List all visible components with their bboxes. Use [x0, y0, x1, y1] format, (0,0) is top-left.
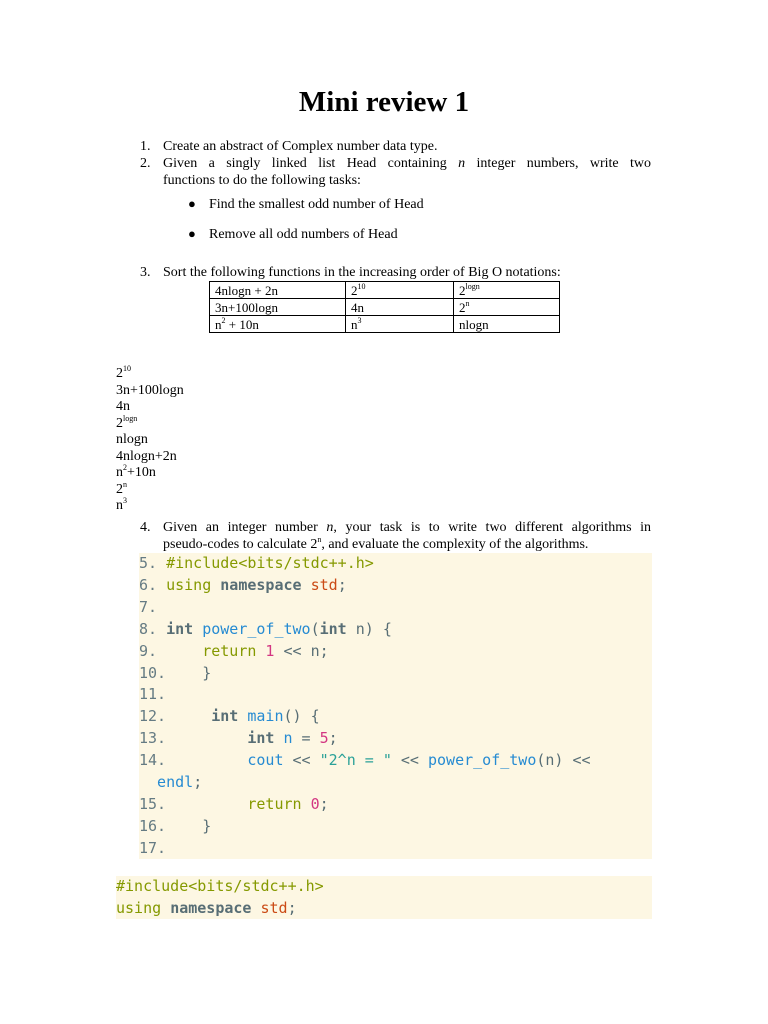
table-cell: 4n — [346, 299, 454, 316]
line-number: 15. — [139, 794, 167, 813]
table-row — [210, 299, 560, 316]
line-number: 16. — [139, 816, 167, 835]
table-cell: 4nlogn + 2n — [210, 282, 346, 299]
table-cell: $2^{logn}$ — [454, 282, 560, 299]
list-item: 4n — [116, 399, 130, 414]
line-number: 9. — [139, 641, 158, 660]
code-line — [139, 728, 652, 750]
code-token: () { — [283, 707, 320, 726]
code-token: } — [166, 663, 212, 682]
table-cell: nlogn — [454, 316, 560, 333]
code-token: n) { — [346, 619, 392, 638]
code-token: = — [292, 729, 320, 748]
code-token: #include<bits/stdc++.h> — [116, 877, 324, 895]
functions-table — [209, 281, 560, 333]
bullet-dot: ● — [188, 196, 196, 211]
list-item: $2^{10}$ — [116, 364, 131, 381]
code-token: << n; — [274, 641, 329, 660]
code-token: 0 — [301, 794, 320, 813]
code-token: using — [157, 575, 221, 594]
line-number: 6. — [139, 575, 158, 594]
q3-number: 3. — [140, 265, 151, 280]
code-token: 1 — [256, 641, 275, 660]
code-line — [139, 553, 652, 575]
code-line — [116, 898, 652, 920]
q2-bullet-1: Find the smallest odd number of Head — [209, 197, 424, 212]
line-number: 8. — [139, 619, 158, 638]
line-number: 12. — [139, 707, 167, 726]
code-token: ( — [310, 619, 320, 638]
table-cell: 2$^n$ — [454, 299, 560, 316]
page-title: Mini review 1 — [298, 86, 470, 118]
code-line — [139, 816, 652, 838]
line-number: 14. — [139, 751, 167, 770]
sorted-answer-list — [116, 366, 184, 515]
line-number: 10. — [139, 663, 167, 682]
list-item: 2$^n$ — [116, 479, 127, 497]
code-token: return — [166, 794, 302, 813]
list-item: $n^3$ — [116, 496, 127, 513]
code-line — [139, 597, 652, 619]
list-item: 3n+100logn — [116, 382, 184, 398]
code-block-1 — [139, 553, 652, 859]
code-token: n — [274, 729, 293, 748]
table-cell: $n^2 + 10n$ — [210, 316, 346, 333]
q3-text: Sort the following functions in the increasing order of Big O notations: — [163, 265, 561, 280]
code-token: 5 — [319, 729, 329, 748]
table-cell: $2^{10}$ — [346, 282, 454, 299]
line-number: 11. — [139, 685, 167, 704]
code-line — [139, 794, 652, 816]
code-line — [139, 684, 652, 706]
bullet-dot: ● — [188, 226, 196, 241]
code-line — [139, 641, 652, 663]
code-token: #include<bits/stdc++.h> — [157, 554, 374, 572]
code-token: << — [283, 751, 320, 770]
line-number: 5. — [139, 554, 158, 572]
list-item: $2^{logn}$ — [116, 413, 138, 431]
code-token: namespace — [170, 898, 252, 917]
code-token: ; — [337, 575, 347, 594]
q1-text: Create an abstract of Complex number data type. — [163, 139, 438, 154]
code-line — [139, 838, 652, 860]
q2-number: 2. — [140, 156, 151, 171]
code-token: power_of_two — [428, 751, 537, 770]
q2-line2: functions to do the following tasks: — [163, 173, 361, 188]
code-token: ; — [319, 794, 329, 813]
q4-number: 4. — [140, 520, 151, 535]
code-line — [139, 706, 652, 728]
code-line — [139, 663, 652, 685]
code-token: ; — [287, 898, 297, 917]
code-token: int — [319, 619, 347, 638]
q2-bullet-2: Remove all odd numbers of Head — [209, 227, 398, 242]
code-line — [116, 876, 652, 898]
code-line — [139, 772, 652, 794]
code-token: main — [238, 707, 284, 726]
code-token: power_of_two — [193, 619, 311, 638]
list-item: $n^2+10n$ — [116, 463, 156, 480]
list-item: 4nlogn+2n — [116, 448, 177, 464]
code-token: std — [301, 575, 338, 594]
table-cell: 3n+100logn — [210, 299, 346, 316]
code-token: ; — [328, 729, 338, 748]
line-number: 7. — [139, 597, 158, 616]
q4-line1: Given an integer number n, your task is to write two different algorithms in — [163, 520, 651, 535]
table-cell: $n^3$ — [346, 316, 454, 333]
line-number: 13. — [139, 729, 167, 748]
code-token: ; — [193, 773, 203, 792]
code-token: int — [166, 707, 239, 726]
code-token: cout — [166, 751, 284, 770]
code-line — [139, 619, 652, 641]
code-token: int — [166, 729, 275, 748]
code-token: << — [391, 751, 428, 770]
code-token: endl — [139, 773, 194, 792]
code-token: (n) << — [536, 751, 591, 770]
table-row — [210, 282, 560, 299]
code-line — [139, 750, 652, 772]
code-token: using — [116, 898, 171, 917]
code-token: } — [166, 816, 212, 835]
code-line — [139, 575, 652, 597]
list-item: nlogn — [116, 432, 148, 447]
code-token: "2^n = " — [319, 751, 392, 770]
code-token: namespace — [220, 575, 302, 594]
code-block-2 — [116, 876, 652, 919]
q1-number: 1. — [140, 139, 151, 154]
q4-line2: pseudo-codes to calculate 2$^n$, and evaluate the complexity of the algorithms. — [163, 535, 589, 552]
q2-line1: Given a singly linked list Head containing n integer numbers, write two — [163, 156, 651, 171]
code-token: int — [157, 619, 194, 638]
line-number: 17. — [139, 838, 167, 857]
code-token: std — [251, 898, 288, 917]
table-row — [210, 316, 560, 333]
code-token: return — [157, 641, 257, 660]
